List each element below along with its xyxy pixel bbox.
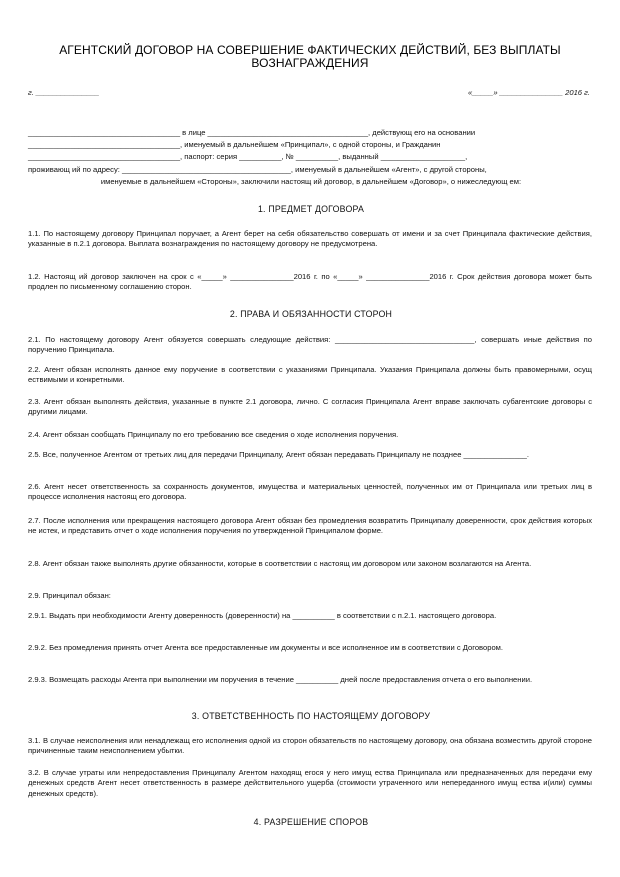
intro-line-1: ____________________________________ в лице ______________________________________, действующ его на основании xyxy=(28,128,476,137)
section-heading-2: 2. ПРАВА И ОБЯЗАННОСТИ СТОРОН xyxy=(229,309,393,319)
section-heading-4: 4. РАЗРЕШЕНИЕ СПОРОВ xyxy=(253,817,369,827)
clause-2-9-3: 2.9.3. Возмещать расходы Агента при выполнении им поручения в течение __________ дней после предоставления отчета о его выполнении. xyxy=(28,675,533,684)
section-heading-3: 3. ОТВЕТСТВЕННОСТЬ ПО НАСТОЯЩЕМУ ДОГОВОРУ xyxy=(191,711,431,721)
clause-3-2: 3.2. В случае утраты или непредоставления Принципалу Агентом находящ егося у него имущ ества Принципала или предназначенных для передачи ему денежных средств Агент несет ответственность в размере действительного ущерба (стоимости утраченного или непереданного имущ ества и(или) суммы денежных средств). xyxy=(28,768,592,798)
clause-2-4: 2.4. Агент обязан сообщать Принципалу по его требованию все сведения о ходе исполнения поручения. xyxy=(28,430,399,439)
clause-1-1: 1.1. По настоящему договору Принципал поручает, а Агент берет на себя обязательство совершать от имени и за счет Принципала фактические действия, указанные в п.2.1 договора. Выплата вознаграждения по настоящему договору не предусмотрена. xyxy=(28,229,592,249)
intro-line-3: ____________________________________, паспорт: серия __________, № __________, выданный ____________________, xyxy=(28,152,468,162)
clause-2-1: 2.1. По настоящему договору Агент обязуется совершать следующие действия: _________________________________, совершать иные действия по поручению Принципала. xyxy=(28,335,592,355)
parties-intro xyxy=(28,127,594,188)
clause-2-8: 2.8. Агент обязан также выполнять другие обязанности, которые в соответствии с настоящ им договором или законом возлагаются на Агента. xyxy=(28,559,532,568)
clause-1-2: 1.2. Настоящ ий договор заключен на срок с «_____» _______________2016 г. по «_____» _______________2016 г. Срок действия договора может быть продлен по письменному соглашению сторон. xyxy=(28,272,592,292)
clause-2-7: 2.7. После исполнения или прекращения настоящего договора Агент обязан без промедления возвратить Принципалу доверенности, срок действия которых не истек, и представить отчет о ходе исполнения поручения по утвержденной Принципалом форме. xyxy=(28,516,592,536)
title-line-1: АГЕНТСКИЙ ДОГОВОР НА СОВЕРШЕНИЕ ФАКТИЧЕСКИХ ДЕЙСТВИЙ, БЕЗ ВЫПЛАТЫ xyxy=(59,43,561,57)
contract-date: «_____» _______________ 2016 г. xyxy=(468,88,590,97)
clause-3-1: 3.1. В случае неисполнения или ненадлежащ его исполнения одной из сторон обязательств по настоящему договору, она обязана возместить другой стороне причиненные таким неисполнением убытки. xyxy=(28,736,592,756)
title-line-2: ВОЗНАГРАЖДЕНИЯ xyxy=(251,56,369,70)
intro-line-5: именуемые в дальнейшем «Стороны», заключили настоящ ий договор, в дальнейшем «Договор», о нижеследующ ем: xyxy=(100,176,522,186)
clause-2-9: 2.9. Принципал обязан: xyxy=(28,591,111,600)
clause-2-5: 2.5. Все, полученное Агентом от третьих лиц для передачи Принципалу, Агент обязан передавать Принципалу не позднее _______________. xyxy=(28,450,530,459)
section-heading-1: 1. ПРЕДМЕТ ДОГОВОРА xyxy=(257,204,365,214)
clause-2-2: 2.2. Агент обязан исполнять данное ему поручение в соответствии с указаниями Принципала. Указания Принципала должны быть правомерными, осущ ествимыми и конкретными. xyxy=(28,365,592,385)
document-title xyxy=(30,44,590,70)
clause-2-9-2: 2.9.2. Без промедления принять отчет Агента все предоставленные им документы и все исполненное им в соответствии с Договором. xyxy=(28,643,503,652)
clause-2-9-1: 2.9.1. Выдать при необходимости Агенту доверенность (доверенности) на __________ в соответствии с п.2.1. настоящего договора. xyxy=(28,611,497,620)
clause-2-3: 2.3. Агент обязан выполнять действия, указанные в пункте 2.1 договора, лично. С согласия Принципала Агент вправе заключать субагентские договоры с другими лицами. xyxy=(28,397,592,417)
clause-2-6: 2.6. Агент несет ответственность за сохранность документов, имущества и материальных ценностей, полученных им от Принципала или третьих лиц в процессе исполнения настоящ его договора. xyxy=(28,482,592,502)
intro-line-4: проживающ ий по адресу: ________________________________________, именуемый в дальнейшем «Агент», с другой стороны, xyxy=(28,164,487,174)
intro-line-2: ____________________________________, именуемый в дальнейшем «Принципал», с одной стороны, и Гражданин xyxy=(28,140,441,150)
contract-place: г. _______________ xyxy=(28,88,100,97)
